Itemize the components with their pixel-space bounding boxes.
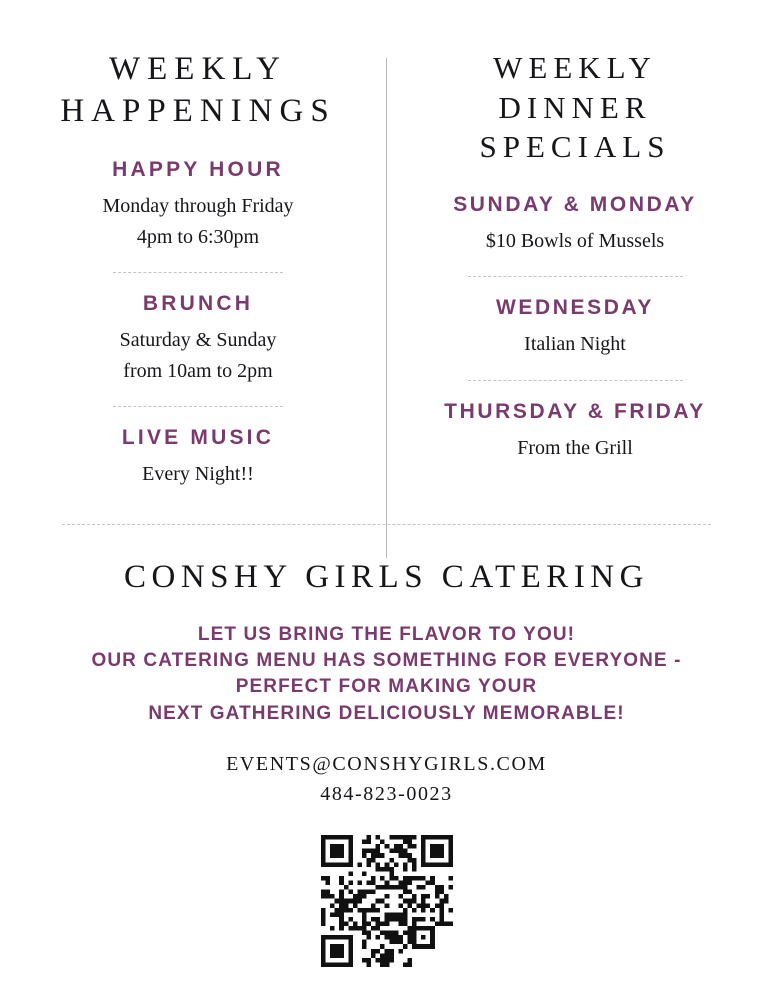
catering-message-line-1: LET US BRING THE FLAVOR TO YOU!	[197, 624, 576, 645]
brunch-entry	[34, 292, 362, 386]
brunch-line-2: from 10am to 2pm	[123, 359, 273, 382]
live-music-line-1: Every Night!!	[142, 463, 254, 486]
weekly-happenings-column	[0, 48, 386, 510]
thursday-friday-title: THURSDAY & FRIDAY	[444, 399, 706, 423]
catering-message-line-2: OUR CATERING MENU HAS SOMETHING FOR EVERYONE -	[91, 650, 682, 672]
thursday-friday-entry	[411, 400, 739, 463]
brunch-line-1: Saturday & Sunday	[119, 329, 277, 352]
thursday-friday-line-1: From the Grill	[517, 436, 633, 459]
catering-message	[0, 622, 773, 727]
catering-message-line-4: NEXT GATHERING DELICIOUSLY MEMORABLE!	[148, 702, 625, 724]
heading-line-2: DINNER	[498, 89, 652, 125]
happy-hour-title: HAPPY HOUR	[112, 158, 284, 182]
happy-hour-line-2: 4pm to 6:30pm	[136, 225, 260, 248]
sunday-monday-line-1: $10 Bowls of Mussels	[485, 230, 665, 253]
wednesday-entry	[411, 296, 739, 359]
catering-title: CONSHY GIRLS CATERING	[124, 559, 649, 595]
catering-email[interactable]: EVENTS@CONSHYGIRLS.COM	[226, 752, 547, 775]
happy-hour-line-1: Monday through Friday	[102, 195, 294, 218]
wednesday-line-1: Italian Night	[524, 333, 626, 356]
divider-dashed	[113, 272, 283, 273]
divider-dashed	[113, 406, 283, 407]
happy-hour-entry	[34, 158, 362, 252]
sunday-monday-entry	[411, 193, 739, 256]
catering-phone[interactable]: 484-823-0023	[320, 782, 453, 805]
weekly-happenings-heading	[34, 48, 362, 132]
brunch-title: BRUNCH	[142, 292, 254, 316]
wednesday-title: WEDNESDAY	[496, 296, 654, 320]
catering-section	[0, 525, 773, 967]
heading-line-1: WEEKLY	[109, 51, 287, 87]
divider-dashed	[468, 380, 683, 381]
weekly-dinner-specials-heading	[411, 48, 739, 167]
sunday-monday-title: SUNDAY & MONDAY	[453, 193, 697, 217]
live-music-entry	[34, 426, 362, 489]
qr-code-container	[0, 835, 773, 967]
heading-line-2: HAPPENINGS	[60, 93, 336, 130]
live-music-title: LIVE MUSIC	[121, 426, 275, 450]
heading-line-3: SPECIALS	[479, 129, 671, 165]
divider-dashed	[468, 276, 683, 277]
catering-contact	[0, 749, 773, 809]
heading-line-1: WEEKLY	[493, 50, 657, 85]
catering-message-line-3: PERFECT FOR MAKING YOUR	[235, 676, 538, 698]
weekly-dinner-specials-column	[387, 48, 773, 510]
qr-code-icon[interactable]	[321, 835, 453, 967]
